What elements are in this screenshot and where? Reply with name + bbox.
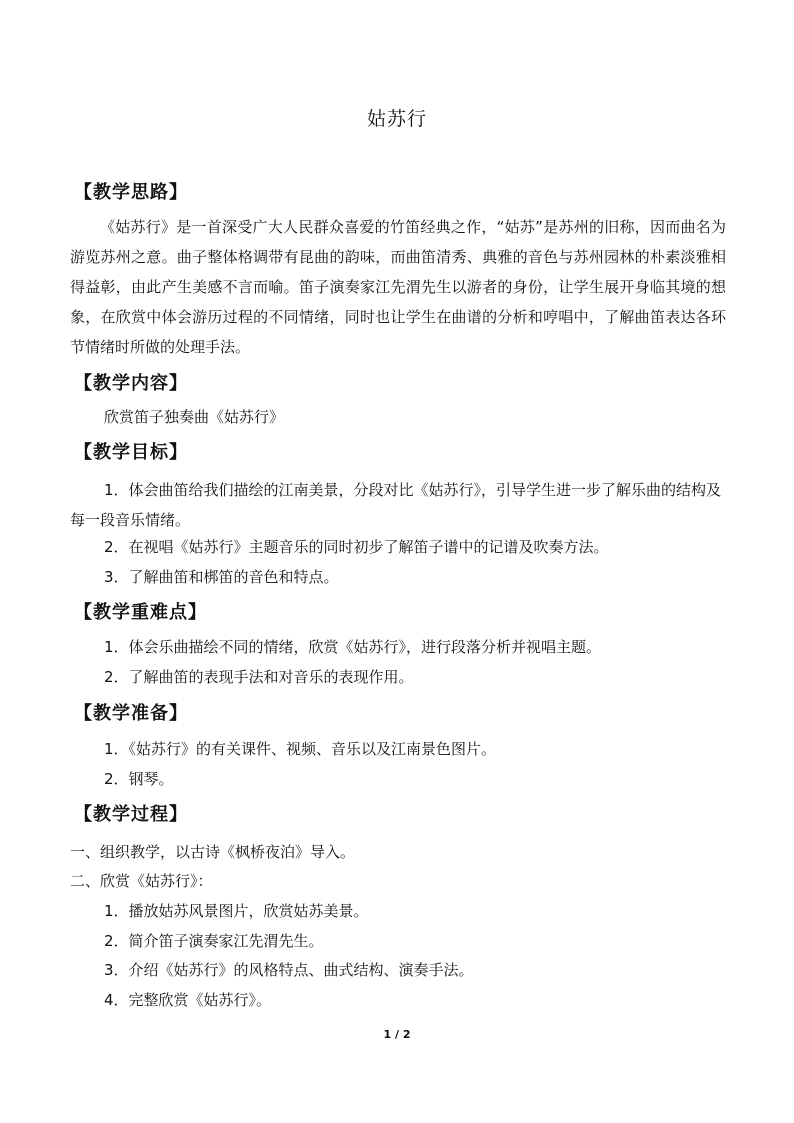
process-substep: 2．简介笛子演奏家江先渭先生。 — [104, 932, 324, 950]
section-body-thinking: 《姑苏行》是一首深受广大人民群众喜爱的竹笛经典之作，“姑苏”是苏州的旧称，因而曲名为游览苏州之意。曲子整体格调带有昆曲的韵味，而曲笛清秀、典雅的音色与苏州园林的朴素淡雅相得益彰，由此产生美感不言而喻。笛子演奏家江先渭先生以游者的身份，让学生展开身临其境的想象，在欣赏中体会游历过程的不同情绪，同时也让学生在曲谱的分析和哼唱中，了解曲笛表达各环节情绪时所做的处理手法。 — [70, 218, 726, 356]
process-step: 一、组织教学，以古诗《枫桥夜泊》导入。 — [70, 843, 356, 861]
process-step: 二、欣赏《姑苏行》： — [70, 872, 213, 890]
section-heading-difficulties: 【教学重难点】 — [74, 602, 207, 623]
goal-item: 2．在视唱《姑苏行》主题音乐的同时初步了解笛子谱中的记谱及吹奏方法。 — [104, 538, 609, 556]
difficulty-item: 2．了解曲笛的表现手法和对音乐的表现作用。 — [104, 668, 414, 686]
goal-item: 1．体会曲笛给我们描绘的江南美景，分段对比《姑苏行》，引导学生进一步了解乐曲的结构及每一段音乐情绪。 — [70, 481, 722, 529]
section-heading-thinking: 【教学思路】 — [74, 182, 188, 203]
section-heading-preparation: 【教学准备】 — [74, 703, 188, 724]
goal-item: 3．了解曲笛和梆笛的音色和特点。 — [104, 568, 339, 586]
process-substep: 1．播放姑苏风景图片，欣赏姑苏美景。 — [104, 902, 369, 920]
difficulty-item: 1．体会乐曲描绘不同的情绪，欣赏《姑苏行》，进行段落分析并视唱主题。 — [104, 638, 602, 656]
section-heading-process: 【教学过程】 — [74, 804, 188, 825]
section-body-content: 欣赏笛子独奏曲《姑苏行》 — [104, 408, 285, 426]
document-title: 姑苏行 — [366, 108, 427, 130]
section-heading-content: 【教学内容】 — [74, 373, 188, 394]
process-substep: 4．完整欣赏《姑苏行》。 — [104, 991, 272, 1009]
preparation-item: 1．《姑苏行》的有关课件、视频、音乐以及江南景色图片。 — [104, 740, 497, 758]
preparation-item: 2．钢琴。 — [104, 770, 174, 788]
process-substep: 3．介绍《姑苏行》的风格特点、曲式结构、演奏手法。 — [104, 961, 474, 979]
section-heading-goals: 【教学目标】 — [74, 442, 188, 463]
page-number: 1 / 2 — [383, 1028, 411, 1041]
